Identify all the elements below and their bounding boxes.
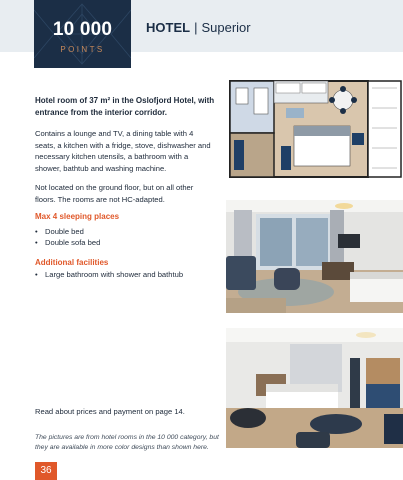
list-item-label: Double sofa bed (45, 238, 101, 247)
lead-text: Hotel room of 37 m² in the Oslofjord Hotel, with entrance from the interior corridor. (35, 96, 215, 117)
floor-plan-image (226, 78, 403, 181)
title-separator: | (194, 20, 198, 35)
page-number: 36 (35, 462, 57, 480)
title-subtitle: Superior (201, 20, 251, 35)
points-label: POINTS (60, 45, 105, 54)
bullet-icon: • (35, 227, 38, 236)
bullet-icon: • (35, 238, 38, 247)
points-number: 10 000 (52, 19, 113, 40)
list-item (35, 238, 100, 247)
living-room-photo (226, 200, 403, 313)
page-title (146, 20, 251, 35)
floor-info-paragraph: Not located on the ground floor, but on all other floors. The rooms are not HC-adapted. (35, 183, 194, 204)
photo-note: The pictures are from hotel rooms in the 10 000 category, but they are available in more color designs than shown here. (35, 434, 219, 451)
sleeping-heading: Max 4 sleeping places (35, 212, 120, 221)
title-category: HOTEL (146, 20, 191, 35)
facilities-heading: Additional facilities (35, 258, 109, 267)
list-item-label: Double bed (45, 227, 84, 236)
description-paragraph: Contains a lounge and TV, a dining table with 4 seats, a kitchen with a fridge, stove, dishwasher and necessary kitchen utensils, a bathroom with a shower, bathtub and washing machine. (35, 129, 211, 173)
bullet-icon: • (35, 270, 38, 279)
bedroom-photo (226, 328, 403, 448)
list-item-label: Large bathroom with shower and bathtub (45, 270, 184, 279)
points-badge (34, 0, 131, 68)
list-item (35, 270, 183, 279)
read-more-text: Read about prices and payment on page 14. (35, 407, 185, 416)
list-item (35, 227, 84, 236)
